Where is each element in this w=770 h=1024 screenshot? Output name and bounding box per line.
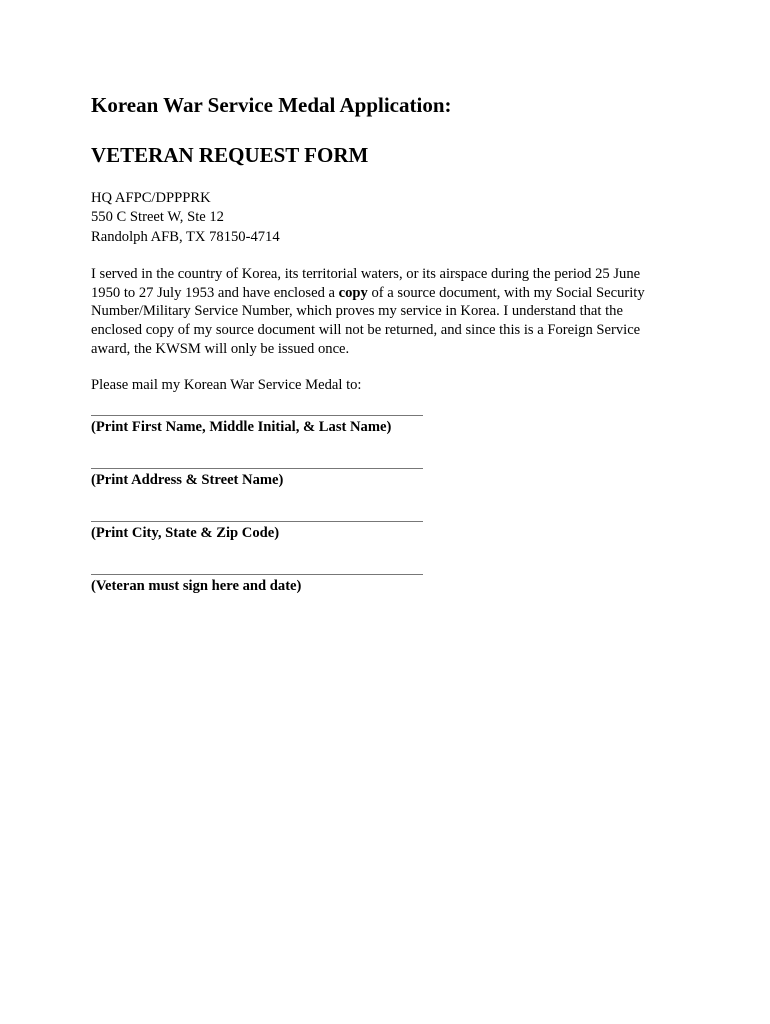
address-line-2: 550 C Street W, Ste 12 — [91, 209, 224, 226]
city-state-zip-label: (Print City, State & Zip Code) — [91, 525, 280, 542]
statement-line-2-end: of a source document, with my Social Security — [367, 284, 645, 301]
statement-line-3: Number/Military Service Number, which proves my service in Korea. I understand that the — [91, 303, 623, 320]
name-field[interactable] — [91, 415, 423, 437]
form-title: VETERAN REQUEST FORM — [91, 143, 369, 167]
mailing-address-block — [91, 189, 691, 247]
mail-instruction: Please mail my Korean War Service Medal to: — [91, 377, 362, 394]
veteran-signature-field[interactable] — [91, 574, 423, 596]
city-state-zip-line[interactable] — [91, 521, 423, 522]
document-page — [91, 92, 691, 596]
statement-line-2-start: 1950 to 27 July 1953 and have enclosed a — [91, 284, 339, 301]
statement-line-2 — [91, 284, 691, 303]
street-address-label: (Print Address & Street Name) — [91, 472, 284, 489]
statement-line-4: enclosed copy of my source document will not be returned, and since this is a Foreign Service — [91, 322, 641, 338]
name-field-label: (Print First Name, Middle Initial, & Last Name) — [91, 419, 392, 436]
name-signature-line[interactable] — [91, 415, 423, 416]
veteran-signature-line[interactable] — [91, 574, 423, 575]
statement-line-1: I served in the country of Korea, its territorial waters, or its airspace during the period 25 June — [91, 266, 641, 283]
statement-line-5: award, the KWSM will only be issued once. — [91, 340, 350, 357]
service-statement — [91, 265, 691, 358]
address-line-3: Randolph AFB, TX 78150-4714 — [91, 228, 280, 245]
document-title: Korean War Service Medal Application: — [91, 93, 452, 117]
city-state-zip-field[interactable] — [91, 521, 423, 543]
street-address-field[interactable] — [91, 468, 423, 490]
statement-copy-emphasis: copy — [338, 284, 368, 301]
veteran-signature-label: (Veteran must sign here and date) — [91, 578, 302, 595]
street-address-line[interactable] — [91, 468, 423, 469]
address-line-1: HQ AFPC/DPPPRK — [91, 190, 211, 206]
